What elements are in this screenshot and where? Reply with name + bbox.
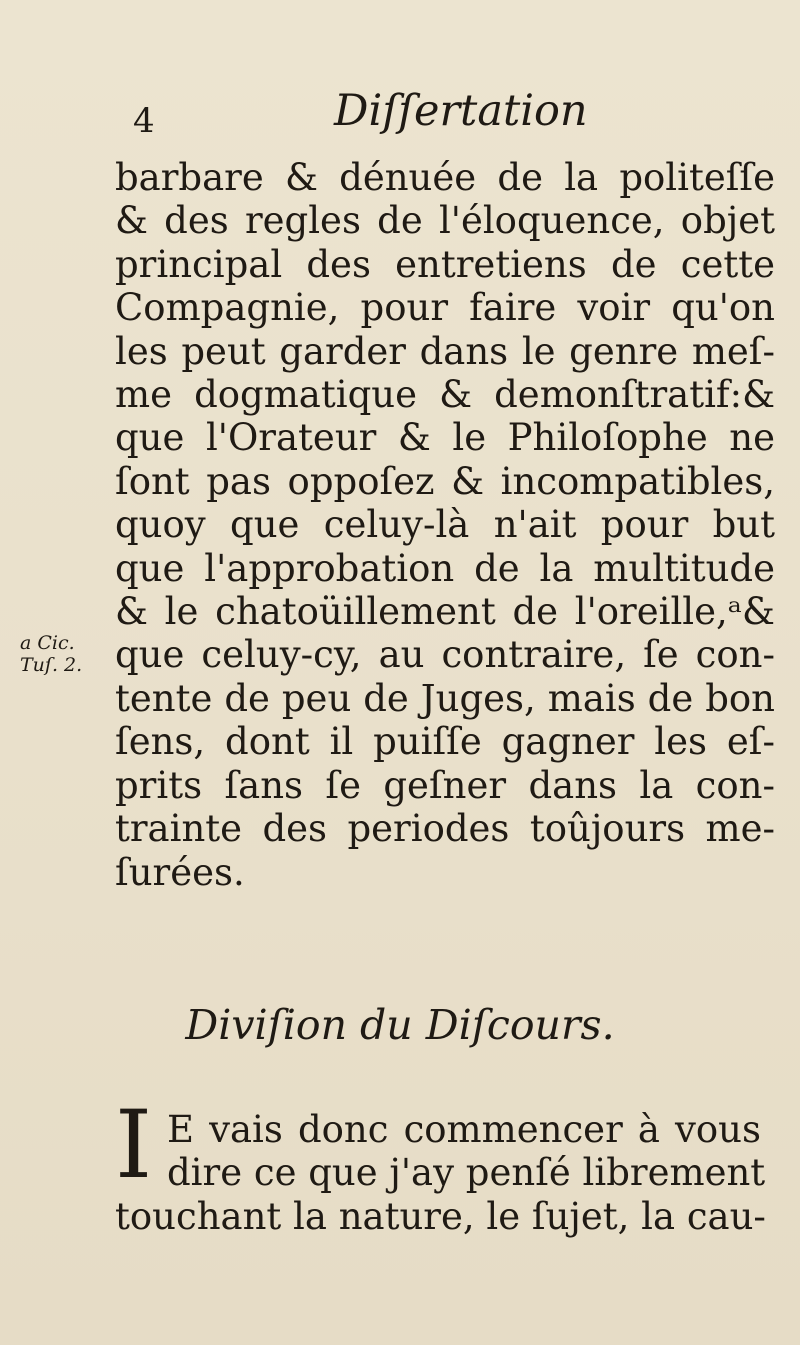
text-line-last: ſurées. <box>115 850 245 894</box>
text-line: prits ſans ſe geſner dans la con- <box>115 763 775 807</box>
text-line: me dogmatique & demonſtratif:& <box>115 373 775 417</box>
text-line: quoy que celuy-là n'ait pour but <box>115 503 775 547</box>
text-line: principal des entretiens de cette <box>115 242 775 286</box>
marginal-note-line: Tuſ. 2. <box>20 654 83 676</box>
page-number: 4 <box>133 101 155 141</box>
text-line: que l'Orateur & le Philoſophe ne <box>115 416 775 460</box>
section-heading: Diviſion du Diſcours. <box>185 1001 615 1049</box>
opening-paragraph <box>115 1091 766 1238</box>
text-line: ſont pas oppoſez & incompatibles, <box>115 459 775 503</box>
marginal-note <box>20 632 115 676</box>
drop-cap: I <box>115 1091 153 1200</box>
text-line: & le chatoüillement de l'oreille,ᵃ& <box>115 590 775 634</box>
text-line: les peut garder dans le genre meſ- <box>115 329 775 373</box>
marginal-note-line: a Cic. <box>20 632 75 654</box>
text-line: trainte des periodes toûjours me- <box>115 807 775 851</box>
text-line: touchant la nature, le ſujet, la cau- <box>115 1194 766 1238</box>
text-line: E vais donc commencer à vous <box>167 1108 761 1151</box>
running-title: Diſſertation <box>334 86 588 136</box>
text-line: ſens, dont il puiſſe gagner les eſ- <box>115 720 775 764</box>
text-line: que celuy-cy, au contraire, ſe con- <box>115 633 775 677</box>
text-line: barbare & dénuée de la politeſſe <box>115 156 775 199</box>
text-line: que l'approbation de la multitude <box>115 546 775 590</box>
body-text <box>115 156 775 894</box>
text-line: tente de peu de Juges, mais de bon <box>115 676 775 720</box>
text-line: dire ce que j'ay penſé librement <box>167 1151 766 1195</box>
text-line: Compagnie, pour faire voir qu'on <box>115 286 775 330</box>
text-line: & des regles de l'éloquence, objet <box>115 199 775 243</box>
